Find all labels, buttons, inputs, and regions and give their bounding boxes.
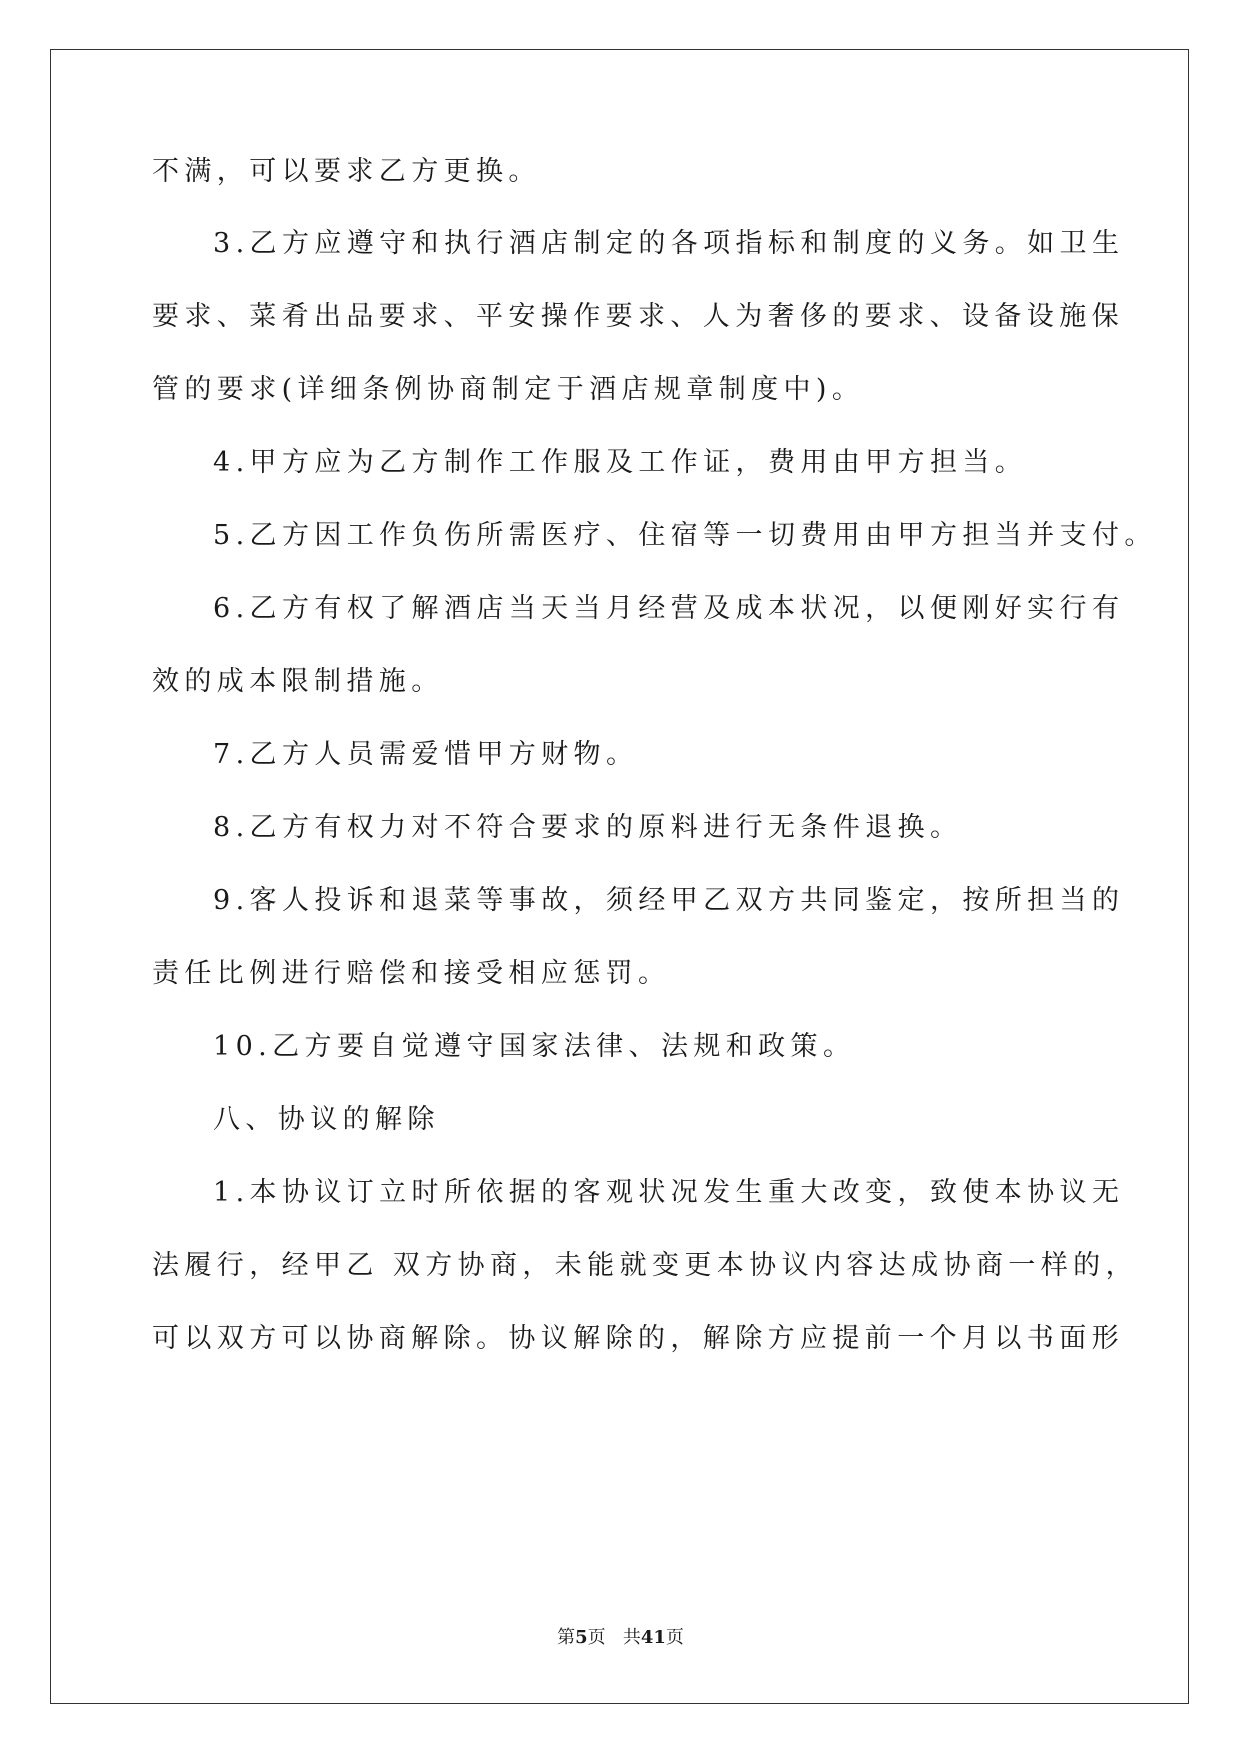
text-line: 5.乙方因工作负伤所需医疗、住宿等一切费用由甲方担当并支付。 [213,520,1157,551]
text-line: 法履行，经甲乙 双方协商，未能就变更本协议内容达成协商一样的， [152,1250,1138,1281]
text-line: 1.本协议订立时所依据的客观状况发生重大改变，致使本协议无 [213,1177,1125,1208]
text-line: 10.乙方要自觉遵守国家法律、法规和政策。 [213,1031,856,1062]
page-footer [0,1626,1241,1650]
text-line: 责任比例进行赔偿和接受相应惩罚。 [152,958,671,989]
text-line: 4.甲方应为乙方制作工作服及工作证，费用由甲方担当。 [213,447,1028,478]
page-prefix: 第 [557,1627,576,1648]
text-line: 8.乙方有权力对不符合要求的原料进行无条件退换。 [213,812,963,843]
section-heading: 八、协议的解除 [213,1104,440,1135]
total-pages: 41 [640,1627,666,1648]
total-suffix: 页 [665,1627,684,1648]
text-line: 不满，可以要求乙方更换。 [152,156,541,187]
page-suffix: 页 [587,1627,606,1648]
text-line: 管的要求(详细条例协商制定于酒店规章制度中)。 [152,374,865,405]
text-line: 9.客人投诉和退菜等事故，须经甲乙双方共同鉴定，按所担当的 [213,885,1125,916]
page-number: 5 [575,1627,588,1648]
text-line: 要求、菜肴出品要求、平安操作要求、人为奢侈的要求、设备设施保 [152,301,1124,332]
text-line: 6.乙方有权了解酒店当天当月经营及成本状况，以便刚好实行有 [213,593,1125,624]
total-prefix: 共 [622,1627,641,1648]
page-border [50,49,1189,1704]
text-line: 可以双方可以协商解除。协议解除的，解除方应提前一个月以书面形 [152,1323,1124,1354]
text-line: 效的成本限制措施。 [152,666,444,697]
text-line: 3.乙方应遵守和执行酒店制定的各项指标和制度的义务。如卫生 [213,228,1125,259]
text-line: 7.乙方人员需爱惜甲方财物。 [213,739,639,770]
